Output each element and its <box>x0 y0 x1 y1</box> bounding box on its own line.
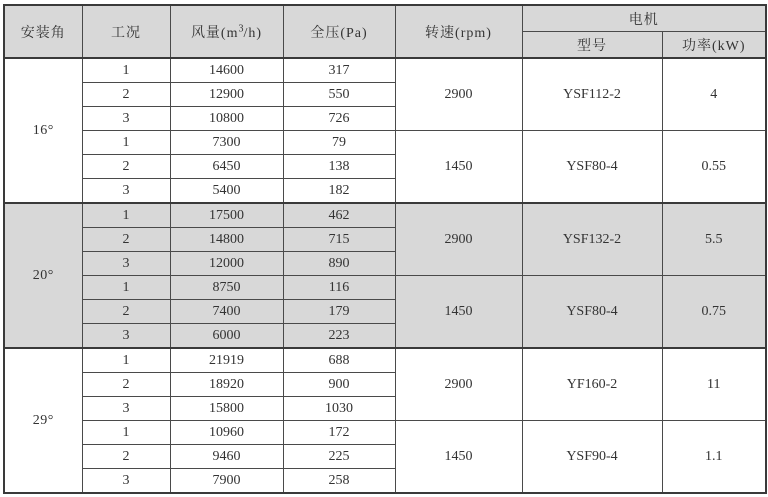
pressure-cell: 179 <box>283 300 395 324</box>
pressure-cell: 726 <box>283 107 395 131</box>
col-header-power: 功率(kW) <box>662 32 766 59</box>
flow-cell: 18920 <box>170 373 283 397</box>
pressure-cell: 225 <box>283 445 395 469</box>
flow-cell: 7900 <box>170 469 283 494</box>
pressure-cell: 182 <box>283 179 395 204</box>
condition-cell: 1 <box>82 276 170 300</box>
flow-header-superscript: 3 <box>238 22 244 34</box>
table-row <box>4 58 766 83</box>
col-header-angle: 安装角 <box>4 5 82 58</box>
condition-cell: 3 <box>82 107 170 131</box>
table-header <box>4 5 766 58</box>
table-body <box>4 58 766 493</box>
col-header-motor: 电机 <box>522 5 766 32</box>
angle-cell: 20° <box>4 203 82 348</box>
speed-cell: 1450 <box>395 131 522 204</box>
flow-cell: 10800 <box>170 107 283 131</box>
pressure-cell: 688 <box>283 348 395 373</box>
pressure-cell: 317 <box>283 58 395 83</box>
pressure-cell: 462 <box>283 203 395 228</box>
power-cell: 1.1 <box>662 421 766 494</box>
model-cell: YF160-2 <box>522 348 662 421</box>
condition-cell: 3 <box>82 179 170 204</box>
flow-cell: 9460 <box>170 445 283 469</box>
condition-cell: 2 <box>82 155 170 179</box>
flow-header-prefix: 风量(m <box>190 25 239 41</box>
table-row <box>4 203 766 228</box>
flow-cell: 6450 <box>170 155 283 179</box>
col-header-condition: 工况 <box>82 5 170 58</box>
pressure-cell: 138 <box>283 155 395 179</box>
flow-cell: 8750 <box>170 276 283 300</box>
flow-cell: 15800 <box>170 397 283 421</box>
speed-cell: 2900 <box>395 58 522 131</box>
fan-spec-table-wrapper <box>3 4 765 494</box>
angle-cell: 29° <box>4 348 82 493</box>
model-cell: YSF90-4 <box>522 421 662 494</box>
pressure-cell: 79 <box>283 131 395 155</box>
flow-cell: 14600 <box>170 58 283 83</box>
flow-cell: 17500 <box>170 203 283 228</box>
condition-cell: 3 <box>82 324 170 349</box>
pressure-cell: 172 <box>283 421 395 445</box>
flow-cell: 14800 <box>170 228 283 252</box>
condition-cell: 1 <box>82 58 170 83</box>
condition-cell: 1 <box>82 348 170 373</box>
pressure-cell: 258 <box>283 469 395 494</box>
speed-cell: 2900 <box>395 203 522 276</box>
flow-cell: 12000 <box>170 252 283 276</box>
flow-header-suffix: /h) <box>243 25 263 41</box>
pressure-cell: 550 <box>283 83 395 107</box>
model-cell: YSF80-4 <box>522 131 662 204</box>
pressure-cell: 715 <box>283 228 395 252</box>
fan-spec-table <box>3 4 767 494</box>
flow-cell: 6000 <box>170 324 283 349</box>
power-cell: 0.75 <box>662 276 766 349</box>
pressure-cell: 1030 <box>283 397 395 421</box>
condition-cell: 2 <box>82 83 170 107</box>
condition-cell: 3 <box>82 469 170 494</box>
col-header-pressure: 全压(Pa) <box>283 5 395 58</box>
angle-cell: 16° <box>4 58 82 203</box>
condition-cell: 1 <box>82 131 170 155</box>
condition-cell: 2 <box>82 373 170 397</box>
flow-cell: 5400 <box>170 179 283 204</box>
condition-cell: 2 <box>82 445 170 469</box>
flow-cell: 21919 <box>170 348 283 373</box>
condition-cell: 3 <box>82 397 170 421</box>
col-header-model: 型号 <box>522 32 662 59</box>
header-row-top <box>4 5 766 32</box>
col-header-flow <box>170 5 283 58</box>
table-row <box>4 276 766 300</box>
speed-cell: 2900 <box>395 348 522 421</box>
flow-cell: 12900 <box>170 83 283 107</box>
model-cell: YSF132-2 <box>522 203 662 276</box>
table-row <box>4 348 766 373</box>
speed-cell: 1450 <box>395 421 522 494</box>
pressure-cell: 900 <box>283 373 395 397</box>
power-cell: 11 <box>662 348 766 421</box>
pressure-cell: 890 <box>283 252 395 276</box>
condition-cell: 1 <box>82 203 170 228</box>
pressure-cell: 116 <box>283 276 395 300</box>
condition-cell: 2 <box>82 228 170 252</box>
speed-cell: 1450 <box>395 276 522 349</box>
power-cell: 5.5 <box>662 203 766 276</box>
condition-cell: 1 <box>82 421 170 445</box>
flow-cell: 7300 <box>170 131 283 155</box>
model-cell: YSF112-2 <box>522 58 662 131</box>
col-header-speed: 转速(rpm) <box>395 5 522 58</box>
flow-cell: 7400 <box>170 300 283 324</box>
condition-cell: 2 <box>82 300 170 324</box>
condition-cell: 3 <box>82 252 170 276</box>
model-cell: YSF80-4 <box>522 276 662 349</box>
flow-cell: 10960 <box>170 421 283 445</box>
table-row <box>4 131 766 155</box>
power-cell: 0.55 <box>662 131 766 204</box>
power-cell: 4 <box>662 58 766 131</box>
pressure-cell: 223 <box>283 324 395 349</box>
table-row <box>4 421 766 445</box>
